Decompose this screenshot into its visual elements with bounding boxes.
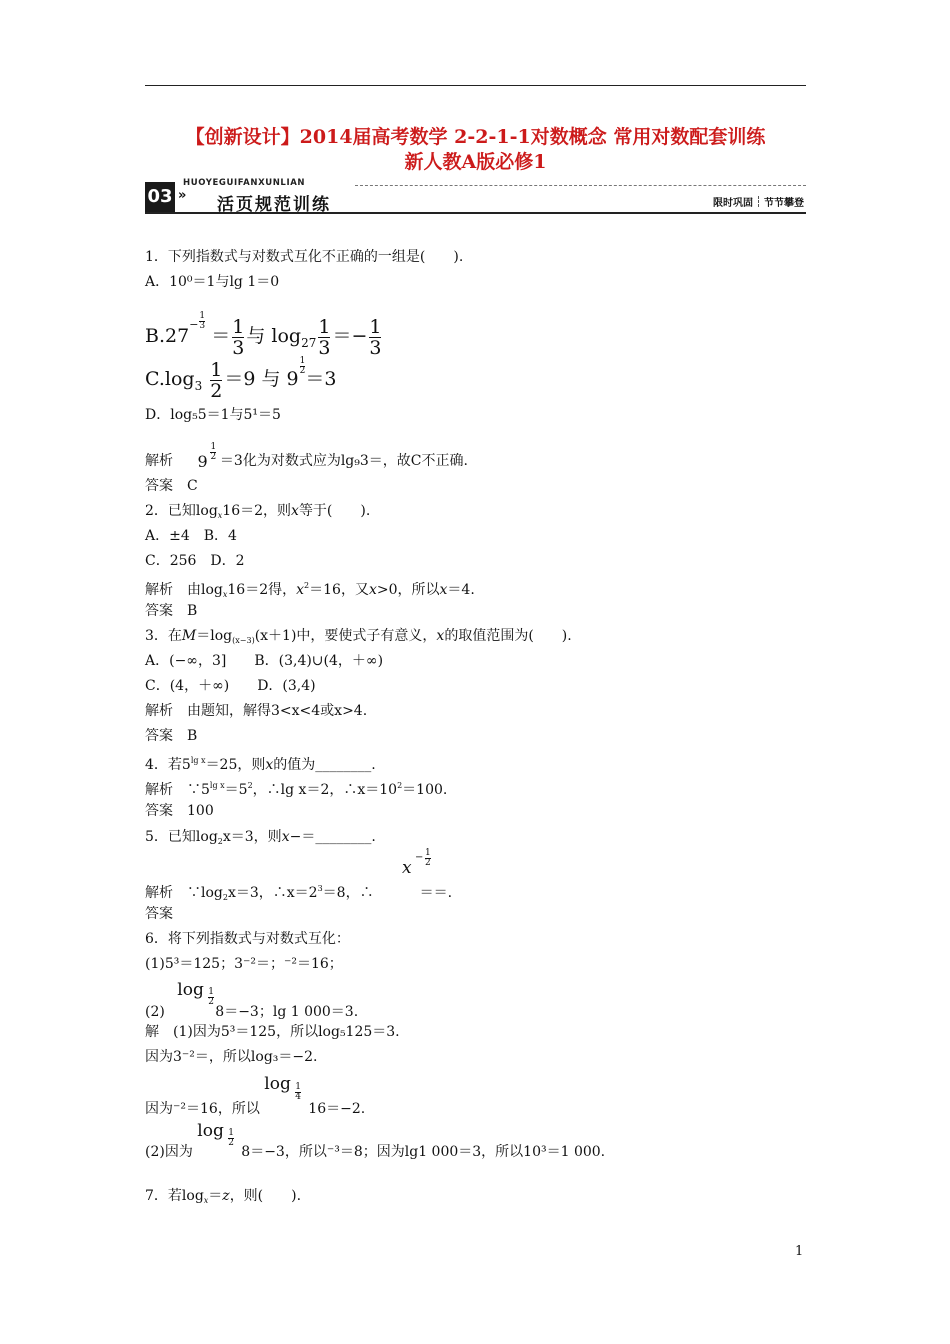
q2-analysis: 解析 由$\log_x16=2$得，$x^2=16$，又x>0，所以x＝4.: [145, 581, 475, 599]
q1-option-b: B.27− $\frac{1}{3}$ ＝ $\frac{1}{3}$ 与 $\log_{27}$ $\frac{1}{3}$ ＝− $\frac{1}{3}$: [145, 311, 382, 359]
q6-part-2: (2) log 1 2 8＝−3；lg 1 000＝3.: [145, 980, 359, 1020]
q5-answer: 答案: [145, 906, 173, 922]
q6-solution-4: (2)因为 log 1 2 8＝−3，所以⁻³＝8；因为lg1 000＝3，所以10³＝1 000.: [145, 1121, 606, 1160]
q3-analysis: 解析 由题知，解得3<x<4或x>4.: [145, 703, 368, 719]
q1-option-d: D．log₅5＝1与5¹＝5: [145, 407, 281, 423]
section-title: 活页规范训练: [217, 195, 331, 215]
title-line-1: 【创新设计】2014届高考数学 2-2-1-1对数概念 常用对数配套训练: [185, 126, 766, 148]
double-chevron-icon: »: [178, 188, 187, 203]
banner-underline: [145, 212, 806, 214]
q5-analysis: 解析 $\because\log_2x=3$，$\therefore x=2^3=8$，∴ ＝＝.: [145, 884, 453, 902]
q5-floating-power: x − 1 2: [402, 848, 431, 878]
tagline-b: 节节攀登: [764, 198, 804, 209]
banner-dotted-rule: [355, 185, 806, 186]
q2-stem: 2．已知$\log_x16=2$，则x等于( ).: [145, 503, 371, 520]
q3-options-ab: A．(−∞，3] B．(3,4)∪(4，＋∞): [145, 653, 384, 669]
q1-option-a: A．10⁰＝1与lg 1＝0: [145, 274, 280, 290]
q3-stem: 3．在$M=\log_{(x-3)}(x+1)$中，要使式子有意义，x的取值范围为( ).: [145, 628, 572, 645]
page-title: [145, 125, 806, 175]
tagline-divider: [758, 196, 759, 207]
q6-solution-3: 因为⁻²＝16，所以 log 1 4 16＝−2.: [145, 1074, 366, 1117]
section-number: 03: [145, 182, 175, 212]
q2-answer: 答案 B: [145, 603, 198, 619]
q2-options-cd: C．256 D．2: [145, 553, 245, 569]
q1-analysis: 解析 9 1 2 ＝3化为对数式应为lg₉3＝，故C不正确.: [145, 442, 468, 471]
q5-stem: 5．已知$\log_2x=3$，则x−＝________.: [145, 829, 376, 846]
section-banner: [145, 178, 806, 214]
q3-options-cd: C．(4，＋∞) D．(3,4): [145, 678, 316, 694]
q1-answer: 答案 C: [145, 478, 198, 494]
section-pinyin: HUOYEGUIFANXUNLIAN: [183, 178, 306, 188]
top-rule: [145, 85, 806, 86]
q1-option-c: $C.\log_3$ $\frac{1}{2}$ ＝9 与 9 $\frac{1}{2}$ ＝3: [145, 356, 337, 402]
q6-solution-2: 因为3⁻²＝，所以log₃＝−2.: [145, 1049, 318, 1065]
title-line-2: 新人教A版必修1: [404, 151, 547, 173]
q6-stem: 6．将下列指数式与对数式互化：: [145, 931, 350, 947]
q6-part-1: (1)5³＝125；3⁻²＝；⁻²＝16；: [145, 956, 343, 972]
q3-answer: 答案 B: [145, 728, 198, 744]
q1-stem: 1．下列指数式与对数式互化不正确的一组是( ).: [145, 249, 464, 265]
q4-analysis: 解析 $\because 5^{lg x}=5^2$，∴lg x＝2，$\therefore x=10^2=100$.: [145, 781, 448, 798]
page-number: 1: [795, 1244, 804, 1259]
q7-stem: 7．若$\log_x=z$，则( ).: [145, 1188, 302, 1205]
tagline-a: 限时巩固: [713, 198, 753, 209]
q4-answer: 答案 100: [145, 803, 214, 819]
q4-stem: 4．若$5^{lg x}=25$，则x的值为________.: [145, 756, 376, 773]
q6-solution-1: 解 (1)因为5³＝125，所以log₅125＝3.: [145, 1024, 400, 1040]
q2-options-ab: A．±4 B．4: [145, 528, 237, 544]
section-tagline: [713, 194, 804, 209]
